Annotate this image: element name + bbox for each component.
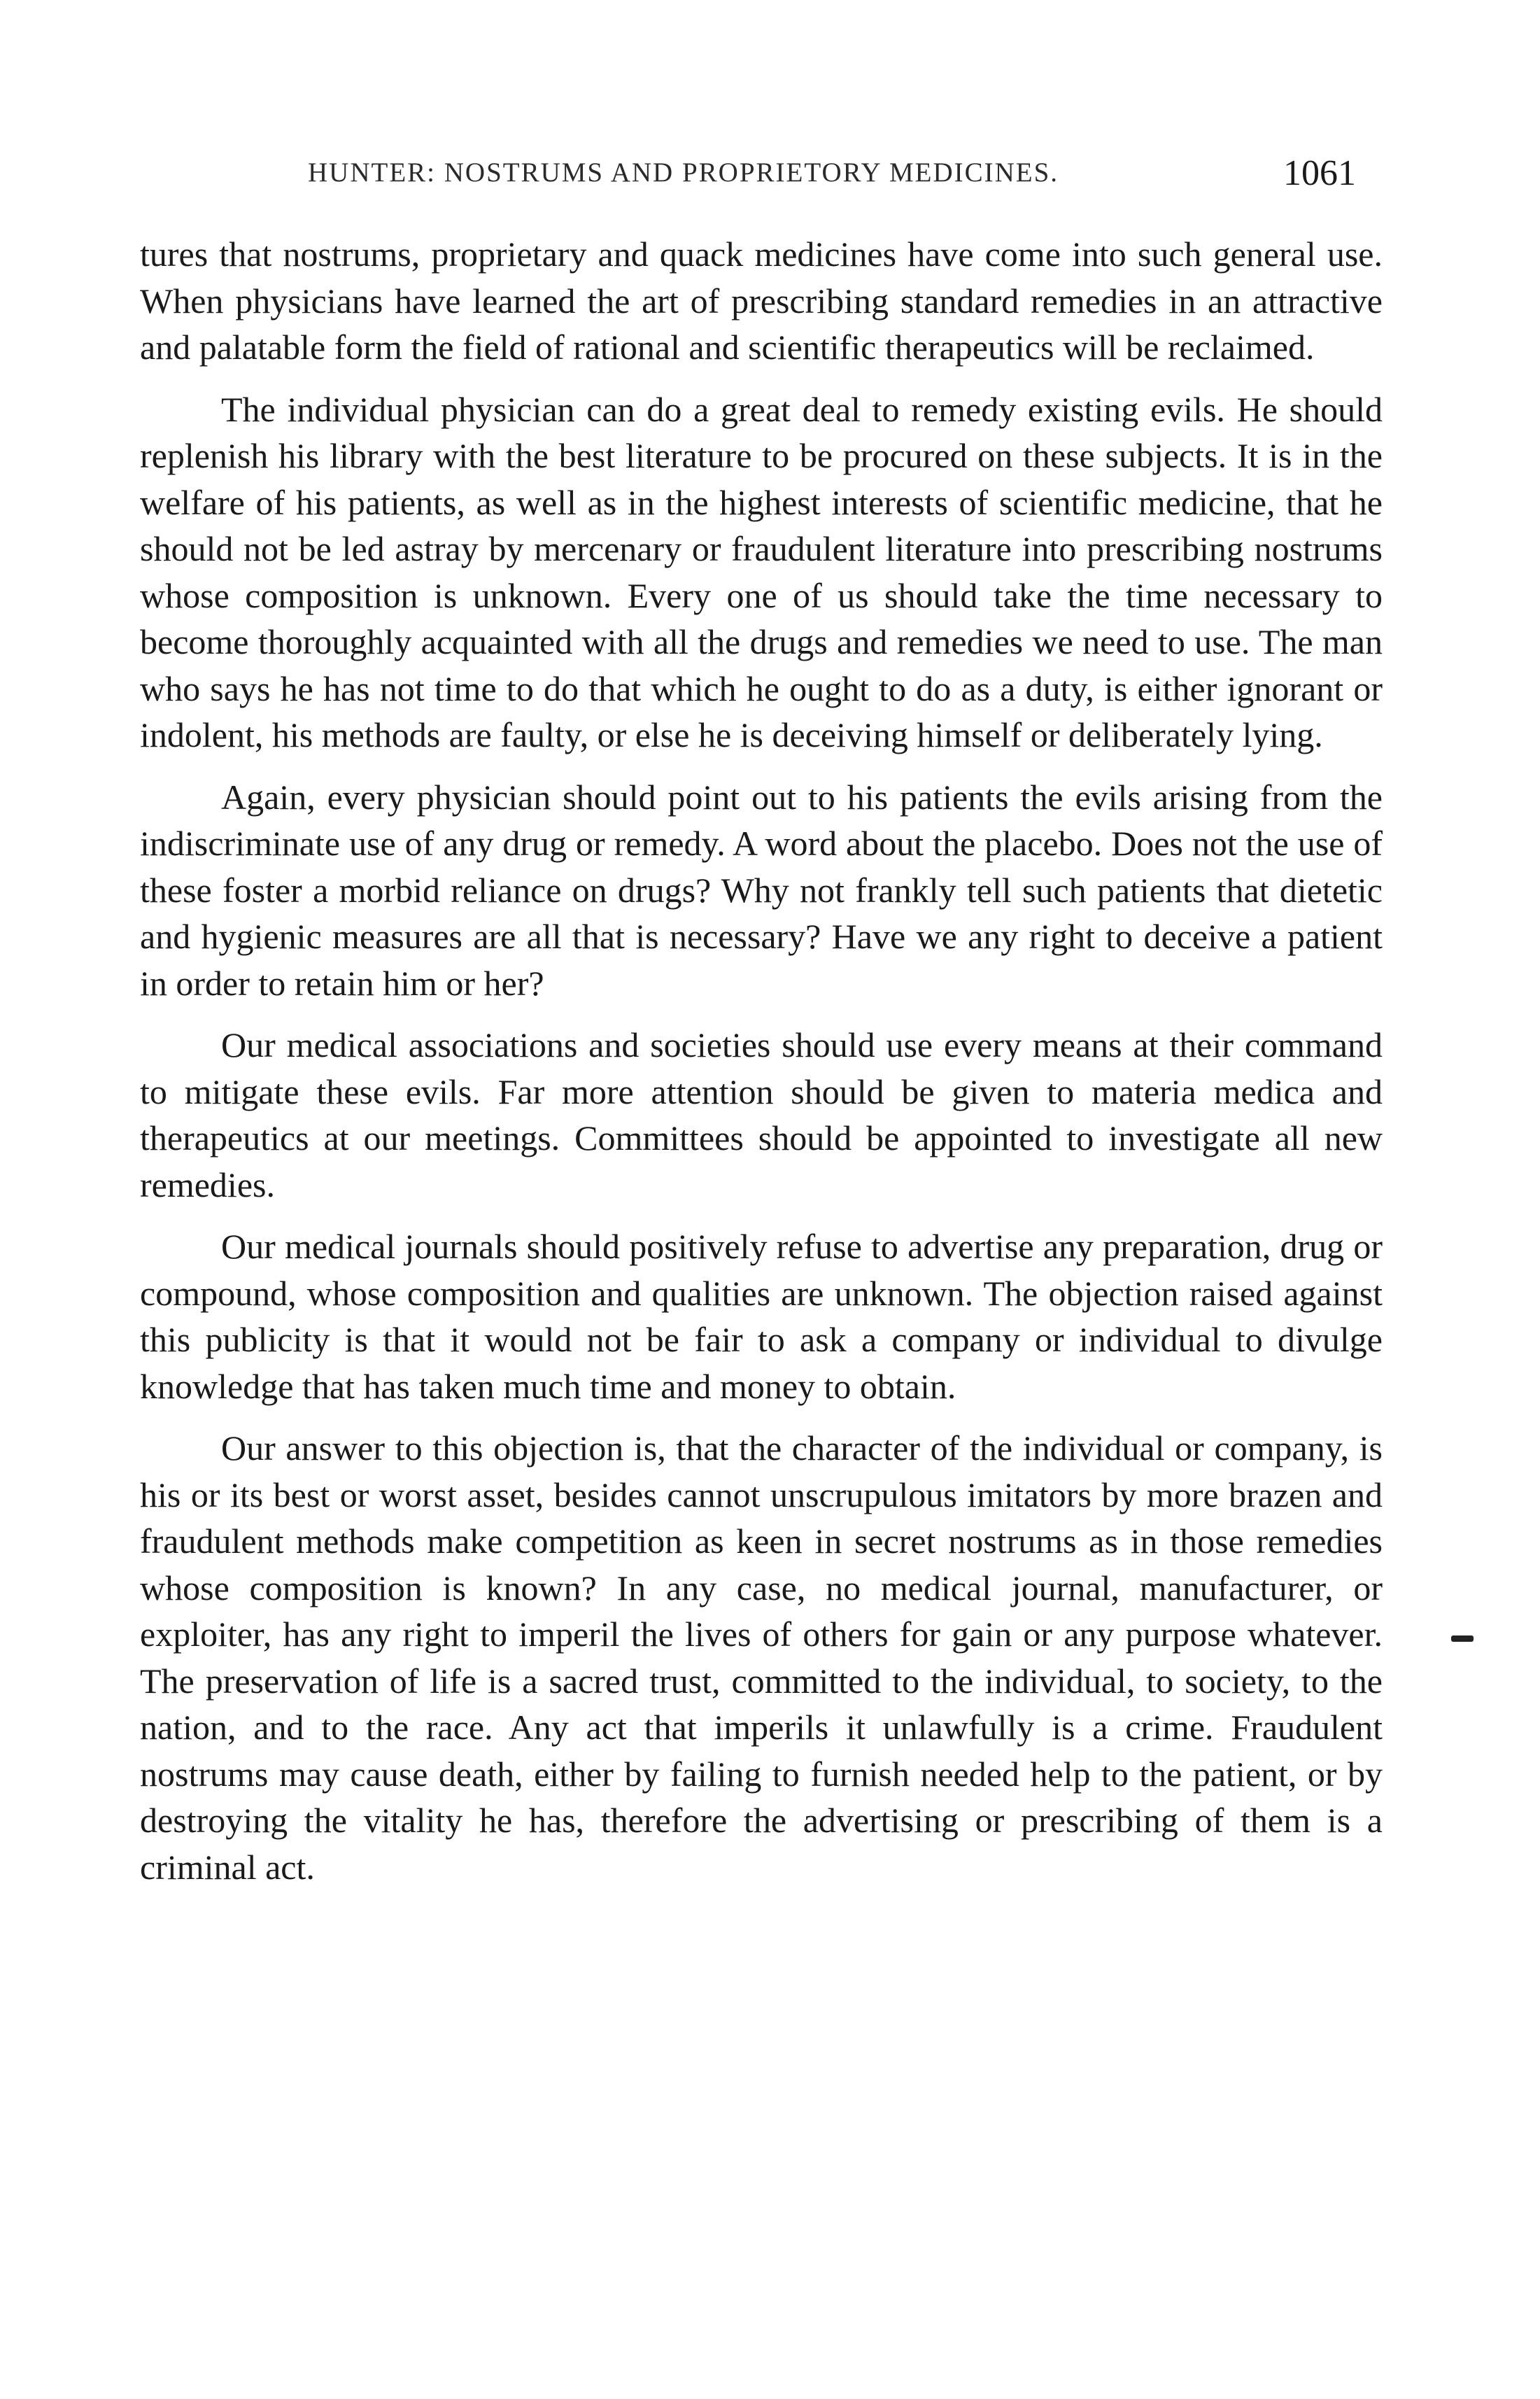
paragraph-2: The individual physician can do a great deal to remedy existing evils. He should replenish his library with the best literature to be procured on these subjects. It is in the welfare of his patients, as well as in the highest interests of scientific medicine, that he should not be led astray by mercenary or fraudulent literature into prescribing nostrums whose composition is unknown. Every one of us should take the time necessary to become thoroughly acquainted with all the drugs and remedies we need to use. The man who says he has not time to do that which he ought to do as a duty, is either ignorant or indolent, his methods are faulty, or else he is deceiving himself or deliberately lying. [140, 389, 1383, 754]
paragraph-5: Our medical journals should positively refuse to advertise any preparation, drug or compound, whose composition and qualities are unknown. The objection raised against this publicity is that it would not be fair to ask a company or individual to divulge knowledge that has taken much time and money to obtain. [140, 1227, 1383, 1406]
paragraph-1: tures that nostrums, proprietary and quack medicines have come into such general use. When physicians have learned the art of prescribing standard remedies in an attractive and palatable form the field of rational and scientific therapeutics will be reclaimed. [140, 234, 1383, 367]
paragraph-6: Our answer to this objection is, that the character of the individual or company, is his or its best or worst asset, besides cannot unscrupulous imitators by more brazen and fraudulent methods make competition as keen in secret nostrums as in those remedies whose composition is known? In any case, no medical journal, manufacturer, or exploiter, has any right to imperil the lives of others for gain or any purpose whatever. The preservation of life is a sacred trust, committed to the individual, to society, to the nation, and to the race. Any act that imperils it unlawfully is a crime. Fraudulent nostrums may cause death, either by failing to furnish needed help to the patient, or by destroying the vitality he has, therefore the advertising or prescribing of them is a criminal act. [140, 1428, 1383, 1887]
margin-ink-mark [1451, 1635, 1474, 1642]
running-header [308, 153, 1399, 202]
running-title: HUNTER: NOSTRUMS AND PROPRIETORY MEDICINES. [308, 157, 1059, 188]
page-number: 1061 [1283, 153, 1356, 193]
paragraph-4: Our medical associations and societies should use every means at their command to mitigate these evils. Far more attention should be given to materia medica and therapeutics at our meetings. Committees should be appointed to investigate all new remedies. [140, 1025, 1383, 1204]
paragraph-3: Again, every physician should point out to his patients the evils arising from the indiscriminate use of any drug or remedy. A word about the placebo. Does not the use of these foster a morbid reliance on drugs? Why not frankly tell such patients that dietetic and hygienic measures are all that is necessary? Have we any right to deceive a patient in order to retain him or her? [140, 777, 1383, 1003]
body-text [140, 231, 1383, 1906]
